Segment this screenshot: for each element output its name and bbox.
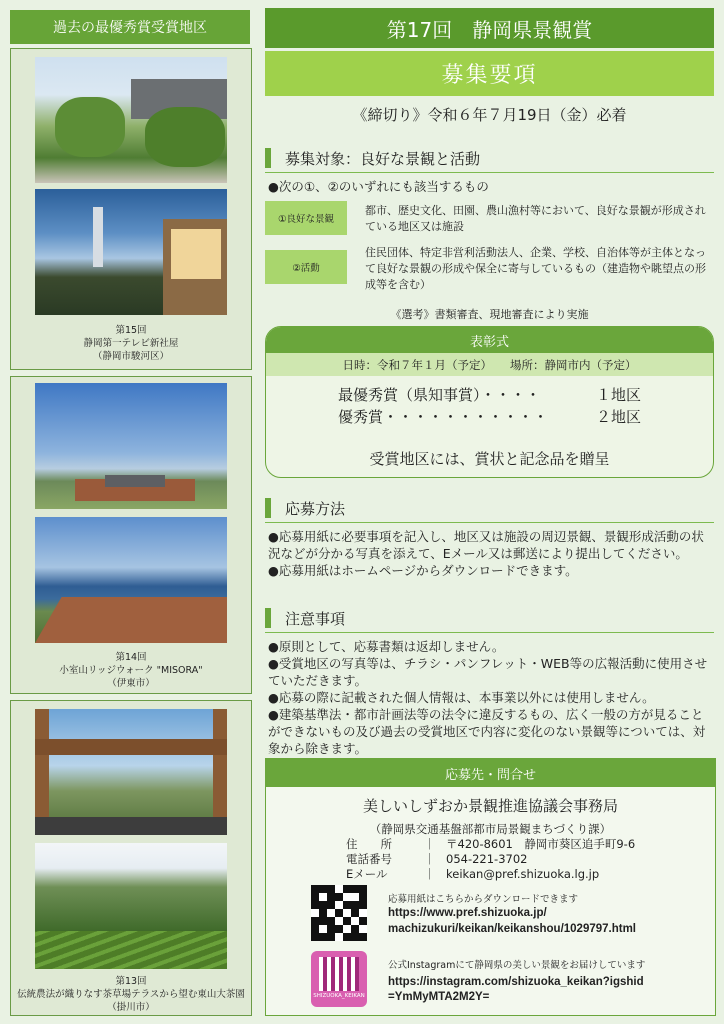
instagram-text: 公式Instagramにて静岡県の美しい景観をお届けしています [388,960,646,971]
award-body [266,376,713,476]
notes-bullet-1: ●原則として、応募書類は返却しません。 [268,639,505,654]
winner-panel-15 [10,48,252,370]
instagram-badge: SHIZUOKA_KEIKAN [313,993,365,999]
contact-labels [346,837,392,882]
tel-label: 電話番号 [346,852,392,866]
past-winners-header: 過去の最優秀賞受賞地区 [10,10,250,44]
mail-label: Eメール [346,867,388,881]
instagram-qr-code[interactable] [311,951,367,1007]
section-target-title: 募集対象：良好な景観と活動 [285,150,481,168]
section-notes [265,606,714,633]
award-note: 受賞地区には、賞状と記念品を贈呈 [369,450,610,468]
contact-org: 美しいしずおか景観推進協議会事務局 [362,797,618,815]
contact-separators: ｜ ｜ ｜ [424,837,436,881]
deadline: 《締切り》令和６年７月19日（金）必着 [352,106,627,124]
section-target [265,146,714,173]
caption-15: 第15回 静岡第一テレビ新社屋 （静岡市駿河区） [83,325,179,362]
award-excellence-name: 優秀賞・・・・・・・・・・・ [338,408,549,426]
address-label: 住 所 [346,837,392,851]
section-apply-title: 応募方法 [285,500,346,518]
award-place: 場所：静岡市内（予定） [510,357,637,372]
winner-panel-14 [10,376,252,694]
caption-13: 第13回 伝統農法が織りなす茶草場テラスから望む東山大茶園 （掛川市） [17,976,245,1013]
award-datetime [266,353,713,376]
contact-box [265,758,716,1016]
mail-link[interactable]: keikan@pref.shizuoka.lg.jp [446,867,600,881]
apply-bullet-1: ●応募用紙に必要事項を記入し、地区又は施設の周辺景観、景観形成活動の状況などが分かる写真を添えて、Eメール又は郵送により提出してください。 [268,529,704,561]
photo-tv-building-exterior [35,57,227,183]
notes-bullet-3: ●応募の際に記載された個人情報は、本事業以外には使用しません。 [268,690,655,705]
award-grand-name: 最優秀賞（県知事賞）・・・・ [338,386,541,404]
photo-tea-fields [35,843,227,969]
section-apply [265,496,714,523]
award-grand-count: １地区 [596,386,642,404]
winner-panel-13 [10,700,252,1016]
contact-dept: （静岡県交通基盤部都市局景観まちづくり課） [369,822,612,836]
address-value: 〒420-8601 静岡市葵区追手町9-6 [446,837,636,851]
award-date: 日時：令和７年１月（予定） [342,357,492,372]
notes-bullet-2: ●受賞地区の写真等は、チラシ・パンフレット・WEB等の広報活動に使用させていただきます。 [268,656,708,688]
target-text-2: 住民団体、特定非営利活動法人、企業、学校、自治体等が主体となって良好な景観の形成や保全に寄与しているもの（建造物や眺望点の形成等を含む） [365,246,706,291]
photo-tv-building-evening [35,189,227,315]
target-intro: ●次の①、②のいずれにも該当するもの [268,179,489,194]
section-notes-title: 注意事項 [285,610,346,628]
notes-bullets [268,638,708,757]
award-heading: 表彰式 [266,327,713,353]
caption-14: 第14回 小室山リッジウォーク "MISORA" （伊東市） [59,652,203,689]
selection-note: 《選考》書類審査、現地審査により実施 [390,308,589,321]
contact-heading: 応募先・問合せ [266,759,715,787]
download-text: 応募用紙はこちらからダウンロードできます [388,894,579,905]
apply-bullets [268,528,708,579]
apply-bullet-2: ●応募用紙はホームページからダウンロードできます。 [268,563,578,578]
target-label-1: ①良好な景観 [265,201,347,235]
instagram-url[interactable]: https://instagram.com/shizuoka_keikan?igshid =YmMyMTA2M2Y= [388,976,644,1003]
contact-values [446,837,635,882]
tel-value: 054-221-3702 [446,852,528,866]
target-text-1: 都市、歴史文化、田園、農山漁村等において、良好な景観が形成されている地区又は施設 [365,204,706,233]
page-title: 第17回 静岡県景観賞 [265,8,714,48]
award-box [265,326,714,478]
photo-misora-boardwalk [35,517,227,643]
notes-bullet-4: ●建築基準法・都市計画法等の法令に違反するもの、広く一般の方が見ることができないもの及び過去の受賞地区で内容に変化のない景観等については、対象から除きます。 [268,707,706,756]
download-qr-code[interactable] [311,885,367,941]
photo-misora-deck [35,383,227,509]
download-url[interactable]: https://www.pref.shizuoka.jp/ machizukuri/keikan/keikanshou/1029797.html [388,907,637,935]
photo-tea-terrace [35,709,227,835]
award-excellence-count: ２地区 [596,408,642,426]
target-label-2: ②活動 [265,250,347,284]
page-subtitle: 募集要項 [265,51,714,96]
